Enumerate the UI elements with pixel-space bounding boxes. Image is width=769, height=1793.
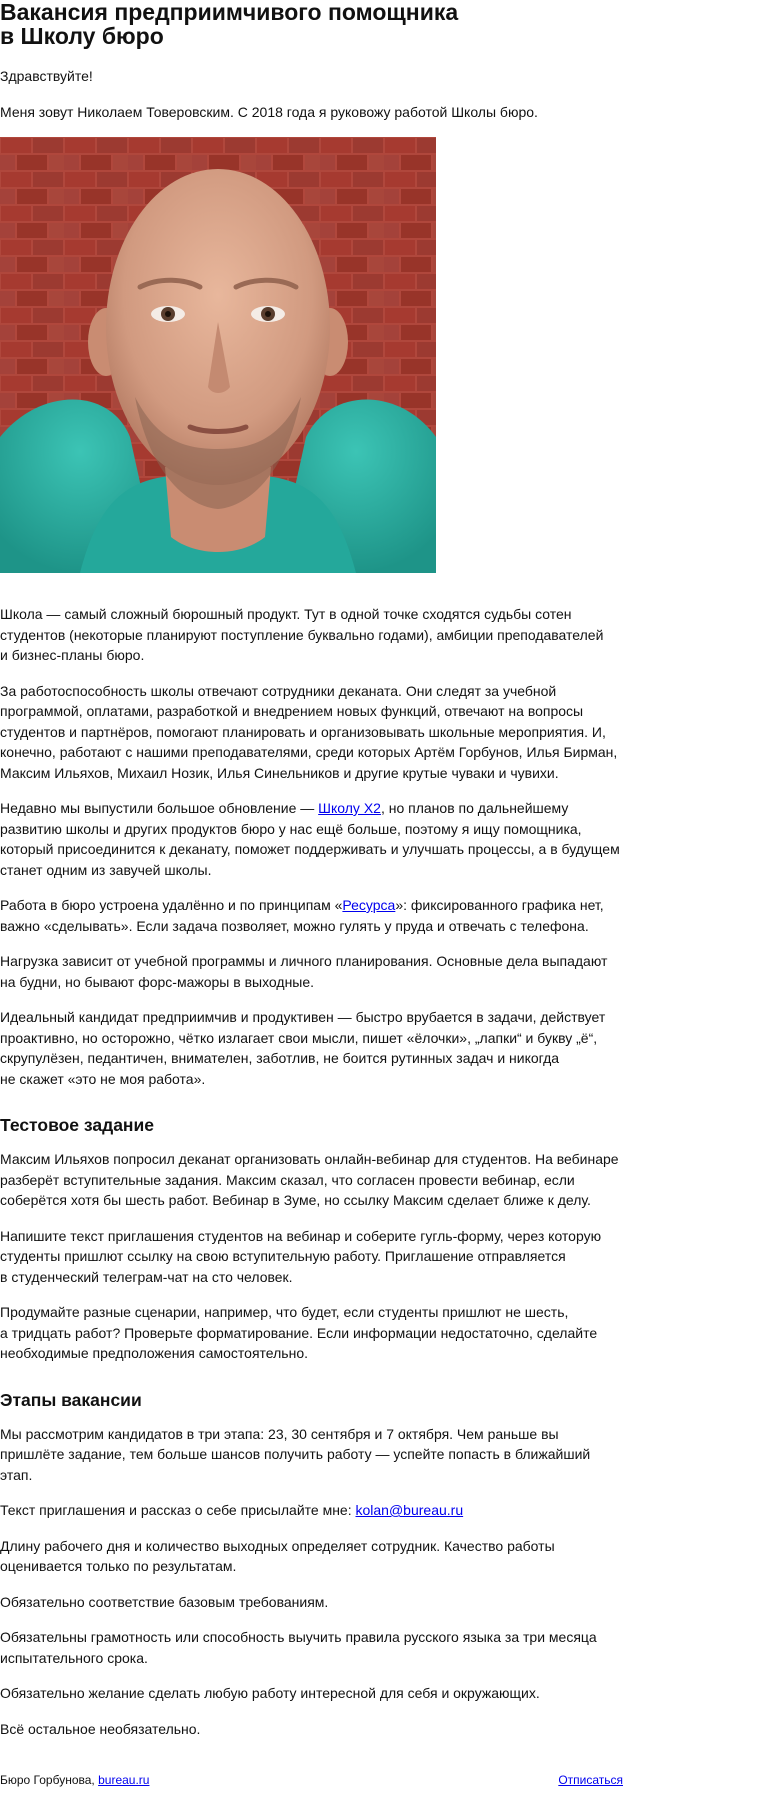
stages-paragraph-5: Обязательны грамотность или способность выучить правила русского языка за три месяца испытательного срока. bbox=[0, 1629, 597, 1666]
section-test-heading: Тестовое задание bbox=[0, 1115, 154, 1135]
portrait-photo bbox=[0, 137, 436, 573]
school-x2-link[interactable]: Школу X2 bbox=[318, 800, 381, 816]
footer-company bbox=[0, 1772, 149, 1788]
paragraph-school: Школа — самый сложный бюрошный продукт. Тут в одной точке сходятся судьбы сотен студентов (некоторые планируют поступление буквально годами), амбиции преподавателей и бизнес-планы бюро. bbox=[0, 606, 604, 663]
greeting: Здравствуйте! bbox=[0, 68, 93, 84]
paragraph-remote-after: »: фиксированного графика нет, важно «сделывать». Если задача позволяет, можно гулять у пруда и отвечать с телефона. bbox=[0, 897, 604, 934]
footer-company-name: Бюро Горбунова, bbox=[0, 1773, 99, 1787]
stages-paragraph-4: Обязательно соответствие базовым требованиям. bbox=[0, 1593, 329, 1610]
stages-paragraph-6: Обязательно желание сделать любую работу интересной для себя и окружающих. bbox=[0, 1685, 540, 1701]
unsubscribe-link[interactable]: Отписаться bbox=[558, 1773, 623, 1787]
paragraph-update-after: , но планов по дальнейшему развитию школы и других продуктов бюро у нас ещё больше, поэтому я ищу помощника, который присоединится к деканату, поможет поддерживать и улучшать процессы, а в будущем станет одним из завучей школы. bbox=[0, 800, 620, 878]
stages-paragraph-email bbox=[0, 1500, 640, 1521]
paragraph-update-before: Недавно мы выпустили большое обновление — bbox=[0, 800, 319, 816]
paragraph-remote-before: Работа в бюро устроена удалённо и по принципам « bbox=[0, 897, 343, 913]
test-paragraph-3: Продумайте разные сценарии, например, что будет, если студенты пришлют не шесть, а тридцать работ? Проверьте форматирование. Если информации недостаточно, сделайте необходимые предположения самостоятельно. bbox=[0, 1304, 598, 1361]
paragraph-update bbox=[0, 798, 640, 880]
paragraph-load: Нагрузка зависит от учебной программы и личного планирования. Основные дела выпадают на будни, но бывают форс-мажоры в выходные. bbox=[0, 953, 608, 990]
footer bbox=[0, 1772, 623, 1788]
intro-paragraph: Меня зовут Николаем Товеровским. С 2018 года я руковожу работой Школы бюро. bbox=[0, 103, 538, 120]
email-link[interactable]: kolan@bureau.ru bbox=[355, 1502, 464, 1518]
page-title: Вакансия предприимчивого помощника в Школу бюро bbox=[0, 0, 459, 49]
test-paragraph-2: Напишите текст приглашения студентов на вебинар и соберите гугль-форму, через которую студенты пришлют ссылку на свою вступительную работу. Приглашение отправляется в студенческий телеграм-чат на сто человек. bbox=[0, 1227, 602, 1285]
paragraph-ideal-candidate: Идеальный кандидат предприимчив и продуктивен — быстро врубается в задачи, действует проактивно, но осторожно, чётко излагает свои мысли, пишет «ёлочки», „лапки“ и букву „ё“, скрупулёзен, педантичен, внимателен, заботлив, не боится рутинных задач и никогда не скажет «это не моя работа». bbox=[0, 1009, 606, 1087]
test-paragraph-1: Максим Ильяхов попросил деканат организовать онлайн-вебинар для студентов. На вебинаре разберёт вступительные задания. Максим сказал, что согласен провести вебинар, если соберётся хотя бы шесть работ. Вебинар в Зуме, но ссылку Максим сделает ближе к делу. bbox=[0, 1151, 619, 1208]
section-stages-heading: Этапы вакансии bbox=[0, 1389, 142, 1410]
paragraph-remote bbox=[0, 895, 640, 936]
stages-paragraph-3: Длину рабочего дня и количество выходных определяет сотрудник. Качество работы оценивается только по результатам. bbox=[0, 1537, 555, 1574]
resource-link[interactable]: Ресурса bbox=[342, 897, 396, 913]
stages-paragraph-1: Мы рассмотрим кандидатов в три этапа: 23, 30 сентября и 7 октября. Чем раньше вы пришлёте задание, тем больше шансов получить работу — успейте попасть в ближайший этап. bbox=[0, 1425, 591, 1483]
paragraph-deanery: За работоспособность школы отвечают сотрудники деканата. Они следят за учебной программой, оплатами, разработкой и внедрением новых функций, отвечают на вопросы студентов и партнёров, помогают планировать и организовывать школьные мероприятия. И, конечно, работают с нашими преподавателями, среди которых Артём Горбунов, Илья Бирман, Максим Ильяхов, Михаил Нозик, Илья Синельников и другие крутые чуваки и чувихи. bbox=[0, 682, 618, 781]
stages-email-before: Текст приглашения и рассказ о себе присылайте мне: bbox=[0, 1502, 356, 1518]
bureau-site-link[interactable]: bureau.ru bbox=[98, 1773, 150, 1787]
stages-paragraph-7: Всё остальное необязательно. bbox=[0, 1720, 201, 1737]
